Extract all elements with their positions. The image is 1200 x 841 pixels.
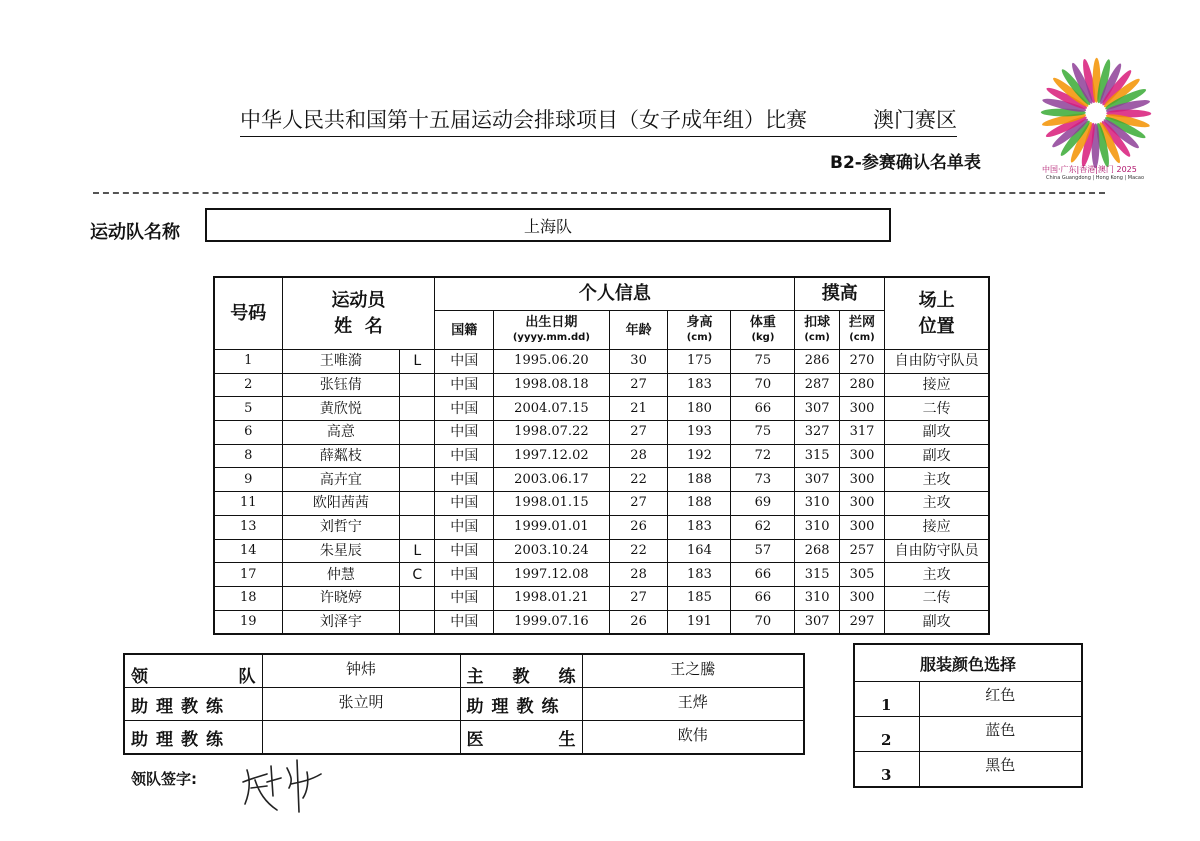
cell-spike: 307 [795, 610, 839, 634]
cell-block: 300 [839, 397, 884, 421]
cell-dob: 1995.06.20 [494, 350, 610, 374]
table-row [214, 397, 989, 421]
games-logo-icon [1036, 55, 1156, 180]
uniform-color-value: 黑色 [919, 752, 1082, 788]
header-weight-unit: (kg) [751, 332, 775, 343]
uniform-color-table [853, 643, 1083, 788]
cell-role [400, 468, 435, 492]
cell-dob: 1997.12.02 [494, 444, 610, 468]
table-row [214, 421, 989, 445]
cell-role [400, 610, 435, 634]
cell-no: 9 [214, 468, 282, 492]
uniform-color-row [854, 717, 1082, 752]
event-title-text: 中华人民共和国第十五届运动会排球项目（女子成年组）比赛 [240, 108, 807, 132]
header-block-label: 拦网 [848, 315, 875, 330]
cell-age: 27 [609, 373, 668, 397]
cell-age: 21 [609, 397, 668, 421]
cell-name: 高意 [282, 421, 400, 445]
cell-no: 19 [214, 610, 282, 634]
assistant-coach-text: 助理教练 [131, 729, 231, 750]
header-position-line1: 场上 [918, 289, 955, 311]
assistant-coach-text: 助理教练 [466, 696, 567, 717]
cell-nat: 中国 [435, 586, 494, 610]
cell-name: 许晓婷 [282, 586, 400, 610]
cell-nat: 中国 [435, 468, 494, 492]
cell-nat: 中国 [435, 515, 494, 539]
cell-weight: 70 [731, 610, 795, 634]
uniform-color-row [854, 682, 1082, 717]
header-personal-info: 个人信息 [435, 277, 795, 311]
roster-body [214, 350, 989, 635]
cell-spike: 307 [795, 397, 839, 421]
table-row [214, 610, 989, 634]
table-row [214, 539, 989, 563]
cell-pos: 自由防守队员 [885, 539, 989, 563]
uniform-color-index: 1 [854, 682, 919, 717]
header-position-line2: 位置 [918, 315, 955, 337]
head-coach-value: 王之騰 [582, 654, 804, 688]
header-height-unit: (cm) [686, 332, 713, 343]
cell-dob: 1998.01.21 [494, 586, 610, 610]
table-row [214, 444, 989, 468]
cell-pos: 二传 [885, 397, 989, 421]
cell-spike: 315 [795, 563, 839, 587]
cell-no: 17 [214, 563, 282, 587]
cell-dob: 2004.07.15 [494, 397, 610, 421]
cell-weight: 75 [731, 421, 795, 445]
cell-age: 30 [609, 350, 668, 374]
head-coach-label [460, 654, 582, 688]
leader-signature-label: 领队签字: [131, 770, 197, 788]
cell-block: 270 [839, 350, 884, 374]
cell-no: 8 [214, 444, 282, 468]
cell-weight: 69 [731, 492, 795, 516]
head-coach-label-a: 主 [466, 667, 484, 687]
cell-height: 192 [668, 444, 731, 468]
doctor-label-a: 医 [466, 729, 484, 750]
cell-height: 188 [668, 468, 731, 492]
header-block [839, 311, 884, 350]
cell-dob: 1999.01.01 [494, 515, 610, 539]
cell-block: 297 [839, 610, 884, 634]
table-row [214, 373, 989, 397]
cell-nat: 中国 [435, 373, 494, 397]
cell-spike: 286 [795, 350, 839, 374]
cell-age: 26 [609, 610, 668, 634]
header-position [885, 277, 989, 350]
cell-no: 13 [214, 515, 282, 539]
staff-row [124, 654, 804, 688]
doctor-value: 欧伟 [582, 721, 804, 755]
region-text: 澳门赛区 [873, 108, 957, 132]
cell-spike: 287 [795, 373, 839, 397]
header-block-unit: (cm) [849, 332, 875, 343]
cell-pos: 接应 [885, 373, 989, 397]
table-row [214, 492, 989, 516]
cell-name: 薛粼枝 [282, 444, 400, 468]
assistant-coach-value-3 [262, 721, 460, 755]
cell-height: 185 [668, 586, 731, 610]
staff-row [124, 721, 804, 755]
table-row [214, 468, 989, 492]
staff-row [124, 688, 804, 721]
cell-block: 300 [839, 468, 884, 492]
cell-no: 2 [214, 373, 282, 397]
assistant-coach-text: 助理教练 [131, 696, 231, 717]
cell-role [400, 586, 435, 610]
cell-pos: 主攻 [885, 563, 989, 587]
logo-caption: 中国·广东|香港|澳门 2025 [1042, 165, 1137, 174]
cell-no: 14 [214, 539, 282, 563]
cell-dob: 1997.12.08 [494, 563, 610, 587]
cell-name: 仲慧 [282, 563, 400, 587]
cell-weight: 75 [731, 350, 795, 374]
cell-pos: 主攻 [885, 468, 989, 492]
cell-name: 高卉宜 [282, 468, 400, 492]
cell-role: L [400, 350, 435, 374]
assistant-coach-value-1: 张立明 [262, 688, 460, 721]
header-spike [795, 311, 839, 350]
cell-role [400, 397, 435, 421]
handwritten-signature [237, 752, 332, 814]
header-height [668, 311, 731, 350]
cell-no: 5 [214, 397, 282, 421]
assistant-coach-label-3 [124, 721, 262, 755]
cell-role [400, 421, 435, 445]
cell-block: 305 [839, 563, 884, 587]
cell-name: 刘泽宇 [282, 610, 400, 634]
cell-age: 27 [609, 586, 668, 610]
cell-weight: 73 [731, 468, 795, 492]
cell-height: 183 [668, 373, 731, 397]
cell-height: 175 [668, 350, 731, 374]
cell-pos: 接应 [885, 515, 989, 539]
cell-weight: 66 [731, 586, 795, 610]
cell-height: 183 [668, 563, 731, 587]
table-row [214, 563, 989, 587]
cell-block: 257 [839, 539, 884, 563]
cell-nat: 中国 [435, 397, 494, 421]
cell-spike: 268 [795, 539, 839, 563]
cell-age: 26 [609, 515, 668, 539]
cell-name: 黄欣悦 [282, 397, 400, 421]
cell-dob: 1998.08.18 [494, 373, 610, 397]
cell-nat: 中国 [435, 492, 494, 516]
cell-pos: 副攻 [885, 421, 989, 445]
cell-weight: 57 [731, 539, 795, 563]
uniform-color-index: 2 [854, 717, 919, 752]
cell-age: 28 [609, 444, 668, 468]
header-weight-label: 体重 [749, 315, 776, 330]
cell-pos: 副攻 [885, 610, 989, 634]
cell-no: 18 [214, 586, 282, 610]
cell-nat: 中国 [435, 421, 494, 445]
cell-weight: 62 [731, 515, 795, 539]
logo-subcaption: China Guangdong | Hong Kong | Macao [1046, 175, 1145, 181]
cell-dob: 1999.07.16 [494, 610, 610, 634]
uniform-color-value: 蓝色 [919, 717, 1082, 752]
table-row [214, 515, 989, 539]
cell-name: 王唯漪 [282, 350, 400, 374]
dashed-divider [93, 192, 1105, 194]
header-birth-date-label: 出生日期 [525, 315, 578, 330]
uniform-color-title: 服装颜色选择 [854, 644, 1082, 682]
cell-role: C [400, 563, 435, 587]
cell-weight: 72 [731, 444, 795, 468]
cell-nat: 中国 [435, 610, 494, 634]
header-height-label: 身高 [686, 315, 713, 330]
cell-block: 300 [839, 492, 884, 516]
header-nationality: 国籍 [435, 311, 494, 350]
header-weight [731, 311, 795, 350]
uniform-color-index: 3 [854, 752, 919, 788]
cell-block: 300 [839, 515, 884, 539]
cell-age: 22 [609, 468, 668, 492]
doctor-label-b: 生 [558, 729, 576, 750]
cell-spike: 327 [795, 421, 839, 445]
cell-height: 188 [668, 492, 731, 516]
header-age: 年龄 [609, 311, 668, 350]
cell-role [400, 515, 435, 539]
cell-weight: 66 [731, 397, 795, 421]
cell-age: 27 [609, 492, 668, 516]
cell-block: 300 [839, 586, 884, 610]
cell-pos: 副攻 [885, 444, 989, 468]
header-athlete-name-line2: 姓 名 [334, 315, 383, 337]
cell-dob: 2003.10.24 [494, 539, 610, 563]
cell-name: 刘哲宁 [282, 515, 400, 539]
cell-height: 191 [668, 610, 731, 634]
cell-spike: 310 [795, 492, 839, 516]
head-coach-label-c: 练 [558, 667, 576, 687]
leader-label [124, 654, 262, 688]
cell-spike: 315 [795, 444, 839, 468]
header-birth-date-format: (yyyy.mm.dd) [512, 332, 590, 343]
cell-age: 22 [609, 539, 668, 563]
team-name-box [205, 208, 891, 242]
uniform-color-row [854, 752, 1082, 788]
cell-name: 张钰倩 [282, 373, 400, 397]
cell-spike: 310 [795, 586, 839, 610]
table-row [214, 350, 989, 374]
header-spike-unit: (cm) [804, 332, 830, 343]
header-spike-label: 扣球 [804, 315, 831, 330]
head-coach-label-b: 教 [512, 667, 530, 687]
cell-spike: 307 [795, 468, 839, 492]
cell-role [400, 373, 435, 397]
cell-block: 280 [839, 373, 884, 397]
cell-no: 11 [214, 492, 282, 516]
cell-no: 1 [214, 350, 282, 374]
header-number: 号码 [214, 277, 282, 350]
assistant-coach-label-1 [124, 688, 262, 721]
leader-value: 钟炜 [262, 654, 460, 688]
assistant-coach-label-2 [460, 688, 582, 721]
leader-label-a: 领 [131, 667, 148, 687]
cell-nat: 中国 [435, 539, 494, 563]
cell-pos: 自由防守队员 [885, 350, 989, 374]
cell-role [400, 444, 435, 468]
cell-role [400, 492, 435, 516]
cell-name: 朱星辰 [282, 539, 400, 563]
cell-dob: 1998.01.15 [494, 492, 610, 516]
cell-age: 27 [609, 421, 668, 445]
form-title: B2-参赛确认名单表 [830, 153, 981, 173]
event-title [240, 104, 957, 137]
cell-height: 183 [668, 515, 731, 539]
cell-height: 193 [668, 421, 731, 445]
uniform-color-value: 红色 [919, 682, 1082, 717]
cell-weight: 66 [731, 563, 795, 587]
team-name-label: 运动队名称 [90, 222, 180, 243]
cell-block: 300 [839, 444, 884, 468]
cell-name: 欧阳茜茜 [282, 492, 400, 516]
header-birth-date [494, 311, 610, 350]
cell-height: 164 [668, 539, 731, 563]
cell-nat: 中国 [435, 563, 494, 587]
cell-pos: 二传 [885, 586, 989, 610]
cell-age: 28 [609, 563, 668, 587]
cell-nat: 中国 [435, 444, 494, 468]
header-athlete-name [282, 277, 435, 350]
staff-table [123, 653, 805, 755]
team-name-value: 上海队 [523, 216, 572, 236]
cell-pos: 主攻 [885, 492, 989, 516]
table-row [214, 586, 989, 610]
cell-spike: 310 [795, 515, 839, 539]
cell-no: 6 [214, 421, 282, 445]
cell-role: L [400, 539, 435, 563]
leader-label-b: 队 [238, 667, 256, 687]
header-athlete-name-line1: 运动员 [331, 289, 386, 311]
cell-dob: 2003.06.17 [494, 468, 610, 492]
cell-block: 317 [839, 421, 884, 445]
assistant-coach-value-2: 王烨 [582, 688, 804, 721]
cell-height: 180 [668, 397, 731, 421]
doctor-label [460, 721, 582, 755]
cell-weight: 70 [731, 373, 795, 397]
header-reach: 摸高 [795, 277, 885, 311]
cell-nat: 中国 [435, 350, 494, 374]
roster-table [213, 276, 990, 635]
cell-dob: 1998.07.22 [494, 421, 610, 445]
uniform-color-body [854, 682, 1082, 788]
